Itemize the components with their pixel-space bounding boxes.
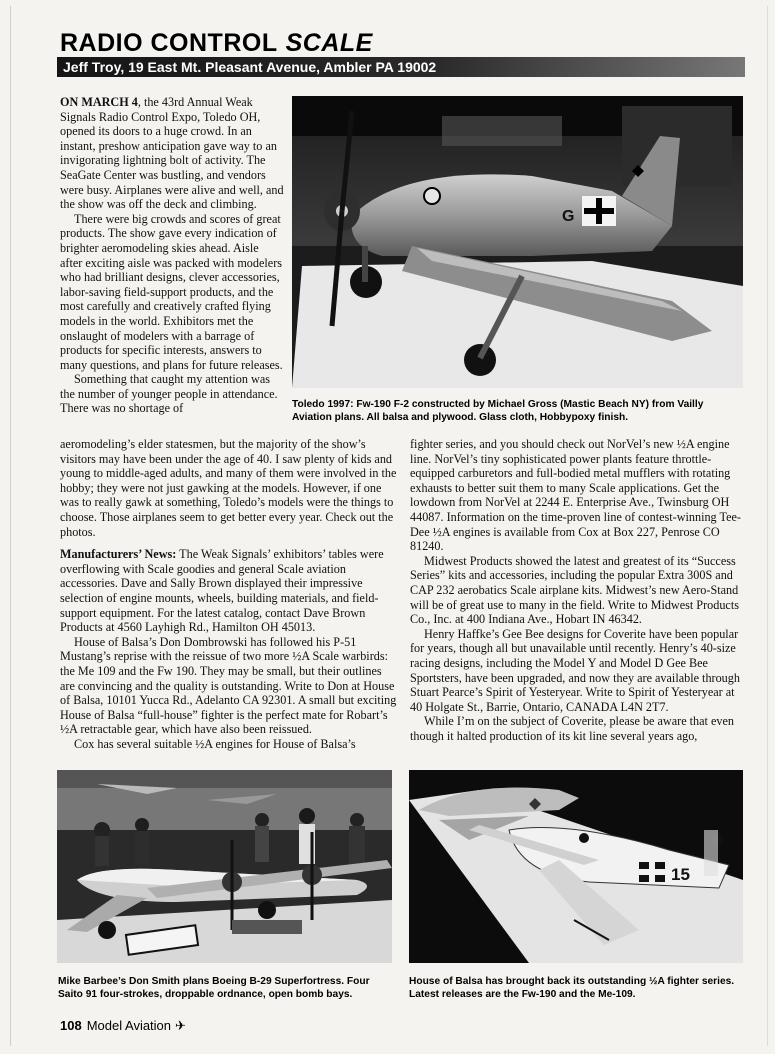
airplane-icon: ✈ bbox=[175, 1018, 186, 1033]
fw190-illustration bbox=[292, 96, 743, 388]
article-paragraph: While I’m on the subject of Coverite, please be aware that even though it halted production of its kit line several years ago, bbox=[410, 714, 734, 743]
article-paragraph: aeromodeling’s elder statesmen, but the majority of the show’s visitors may have been under the age of 40. I saw plenty of kids and young to middle-aged adults, and many of them were involved in the hobby; they were not just gawking at the models. However, if one was to really gawk at something, Toledo’s models were the things to choose. Those airplanes seem to get better every year. Check out the photos. bbox=[60, 437, 397, 539]
article-paragraph: Henry Haffke’s Gee Bee designs for Coverite have been popular for years, though all but unavailable until recently. Henry’s 40-size racing designs, including the Model Y and Model D Gee Bee Sportsters, have been upgraded, and now they are available through Stuart Pearce’s Spirit of Yesteryear. Write to Spirit of Yesteryear at 40 Holgate St., Barrie, Ontario, CANADA L4N 2T7. bbox=[410, 626, 740, 714]
article-paragraph: House of Balsa’s Don Dombrowski has followed his P-51 Mustang’s reprise with the reissue of two more ½A Scale warbirds: the Me 109 and the Fw 190. They may be small, but their outlines are convincing and the quality is outstanding. Write to Don at House of Balsa, 10101 Yucca Rd., Adelanto CA 92301. A small but exciting House of Balsa “full-house” fighter is the perfect mate for Robart’s ½A retractable gear, which have also been reissued. bbox=[60, 634, 397, 737]
photo-caption-fighters: House of Balsa has brought back its outstanding ½A fighter series. Latest releases are the Fw-190 and the Me-109. bbox=[409, 976, 735, 1000]
article-paragraph: fighter series, and you should check out NorVel’s new ½A engine line. NorVel’s tiny sophisticated power plants feature throttle-equipped carburetors and full-bodied metal mufflers with rotating exhausts to better suit them to many Scale applications. Get the lowdown from NorVel at 2244 E. Enterprise Ave., Twinsburg OH 44087. Information on the time-proven line of contest-winning Tee-Dee ½A engines is available from Cox at Box 227, Penrose CO 81240. bbox=[410, 437, 741, 554]
page-number: 108 bbox=[60, 1018, 82, 1033]
fuselage-code: G bbox=[562, 208, 575, 225]
article-col1-bottom bbox=[60, 437, 398, 751]
byline-bar bbox=[57, 57, 745, 77]
article-paragraph: Midwest Products showed the latest and greatest of its “Success Series” kits and accessories, including the popular Extra 300S and CAP 232 aerobatics Scale airplane kits. Midwest’s new Aero-Stand will be of great use to many in the field. Write to Midwest Products Co., Inc. at 400 Indiana Ave., Hobart IN 46342. bbox=[410, 553, 739, 627]
b29-illustration bbox=[57, 770, 392, 963]
section-title: RADIO CONTROL SCALE bbox=[60, 29, 373, 57]
page-footer bbox=[60, 1018, 186, 1034]
article-paragraph: The Weak Signals’ exhibitors’ tables were overflowing with Scale goodies and general Scale aviation accessories. Dave and Sally Brown displayed their impressive selection of engine mounts, wheels, building materials, and field-support equipment. For the latest catalog, contact Dave Brown Products at 4560 Layhigh Rd., Hamilton OH 45013. bbox=[60, 547, 384, 635]
magazine-name: Model Aviation bbox=[86, 1018, 172, 1033]
article-paragraph: There were big crowds and scores of great products. The show gave every indication of brighter aeromodeling skies ahead. Aisle after exciting aisle was packed with modelers who had brilliant designs, clever accessories, labor-saving field-support products, and the most carefully and creatively crafted flying models in the world. Exhibitors met the onslaught of modelers with a barrage of products for specific interests, answers to many questions, and plans for future releases. bbox=[60, 211, 283, 372]
photo-fw190 bbox=[292, 96, 743, 388]
photo-caption-fw190: Toledo 1997: Fw-190 F-2 constructed by Michael Gross (Mastic Beach NY) from Vailly Aviation plans. All balsa and plywood. Glass cloth, Hobbypoxy finish. bbox=[292, 399, 704, 423]
photo-caption-b29: Mike Barbee’s Don Smith plans Boeing B-29 Superfortress. Four Saito 91 four-strokes, droppable ordnance, open bomb bays. bbox=[58, 976, 370, 1000]
fighters-illustration bbox=[409, 770, 743, 963]
fighter-number: 15 bbox=[671, 865, 690, 884]
article-col2 bbox=[410, 437, 745, 743]
article-lead: ON MARCH 4 bbox=[60, 95, 138, 109]
photo-half-a-fighters bbox=[409, 770, 743, 963]
author-byline: Jeff Troy, 19 East Mt. Pleasant Avenue, Ambler PA 19002 bbox=[63, 59, 437, 75]
article-paragraph: Cox has several suitable ½A engines for House of Balsa’s bbox=[74, 736, 356, 751]
section-title-emphasis: SCALE bbox=[285, 29, 373, 57]
article-col1-top bbox=[60, 95, 284, 416]
photo-b29 bbox=[57, 770, 392, 963]
article-paragraph: Something that caught my attention was the number of younger people in attendance. There was no shortage of bbox=[60, 372, 278, 416]
article-subhead: Manufacturers’ News: bbox=[60, 547, 177, 562]
article-paragraph: , the 43rd Annual Weak Signals Radio Control Expo, Toledo OH, opened its doors to a huge crowd. In an instant, preshow anticipation gave way to an invigorating lightning bolt of activity. The SeaGate Center was bustling, and vendors were busy. Airplanes were alive and well, and the show was off the deck and climbing. bbox=[60, 95, 284, 212]
